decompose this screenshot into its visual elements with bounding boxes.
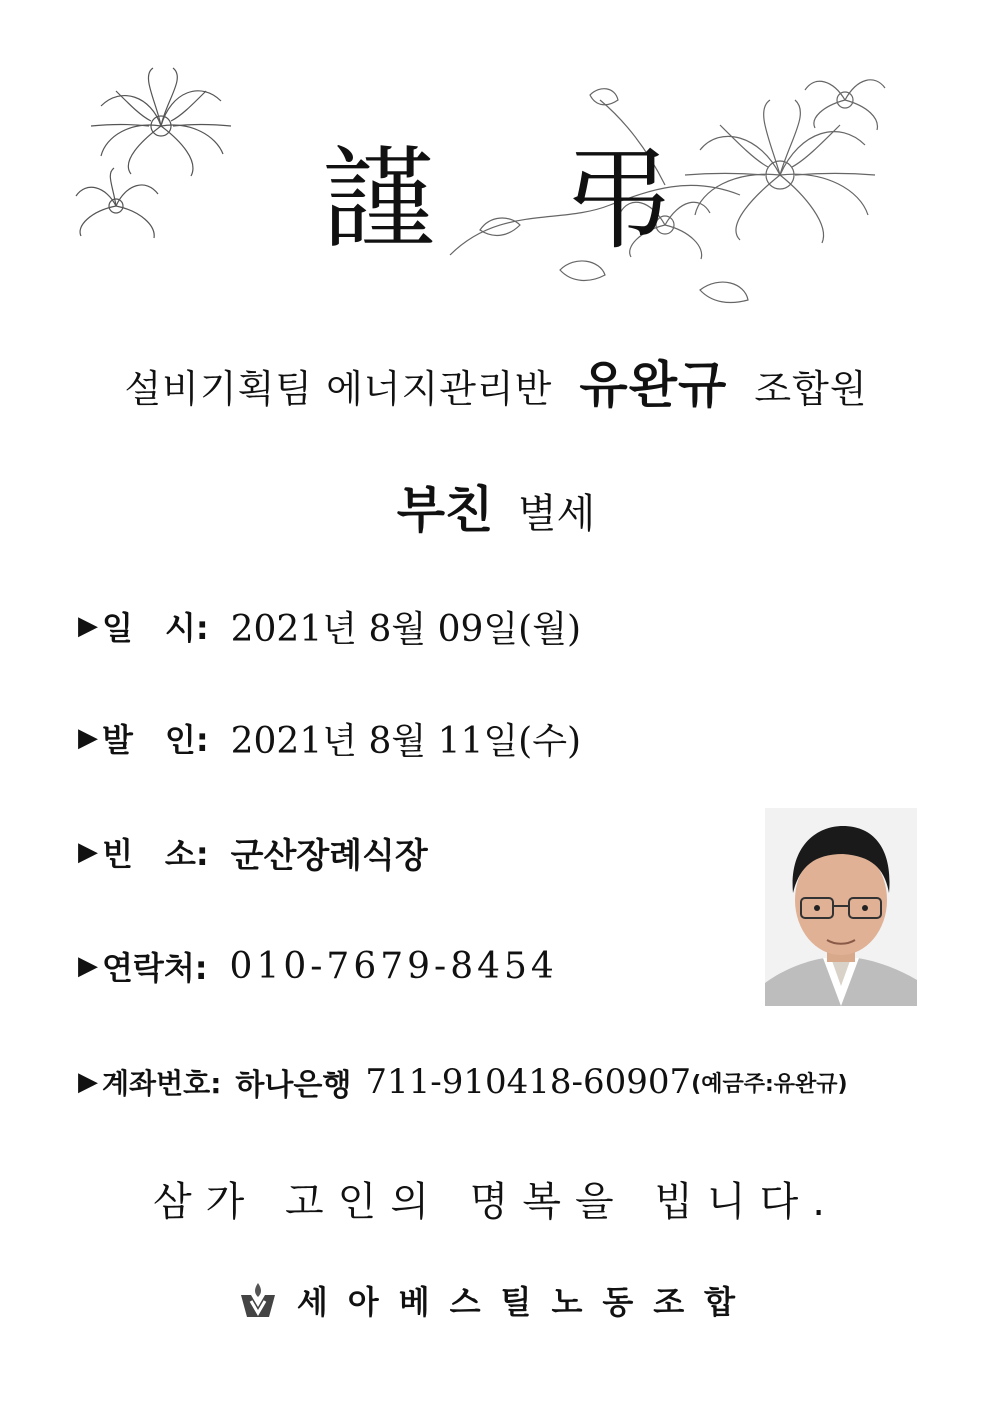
bullet-arrow-icon: ▶ <box>78 611 98 641</box>
closing-message: 삼가 고인의 명복을 빕니다. <box>153 1179 839 1225</box>
bullet-arrow-icon: ▶ <box>78 951 98 981</box>
detail-row-contact <box>78 936 558 996</box>
portrait-photo <box>765 808 917 1006</box>
member-title: 조합원 <box>754 367 868 411</box>
bullet-arrow-icon: ▶ <box>78 837 98 867</box>
funeral-label: 발 인: <box>102 721 209 759</box>
organization-signature <box>0 1270 992 1330</box>
date-value: 2021년 8월 09일(월) <box>230 608 582 650</box>
detail-row-account <box>78 1052 848 1112</box>
announcement-line <box>0 345 992 417</box>
event-line <box>0 470 992 542</box>
account-label: 계좌번호: <box>102 1067 222 1100</box>
member-name: 유완규 <box>579 356 728 414</box>
union-logo-icon <box>237 1279 279 1321</box>
department-text: 설비기획팀 에너지관리반 <box>124 367 553 411</box>
account-number: 711-910418-60907 <box>365 1062 692 1102</box>
detail-row-date <box>78 596 581 656</box>
contact-label: 연락처: <box>102 949 208 987</box>
date-label: 일 시: <box>102 609 209 647</box>
contact-value: 010-7679-8454 <box>229 945 558 987</box>
funeral-value: 2021년 8월 11일(수) <box>230 720 582 762</box>
relation-text: 부친 <box>396 481 494 539</box>
detail-row-funeral <box>78 708 581 768</box>
title-char-condolence: 謹 <box>322 135 434 265</box>
portrait-illustration <box>765 808 917 1006</box>
event-status-text: 별세 <box>518 491 596 537</box>
account-holder: (예금주:유완규) <box>691 1071 848 1097</box>
title-char-mourning: 弔 <box>562 135 674 265</box>
bullet-arrow-icon: ▶ <box>78 723 98 753</box>
venue-label: 빈 소: <box>102 835 209 873</box>
account-bank: 하나은행 <box>235 1068 352 1103</box>
organization-name: 세아베스틸노동조합 <box>296 1283 756 1321</box>
venue-value: 군산장례식장 <box>230 835 428 876</box>
detail-row-venue <box>78 822 428 882</box>
bullet-arrow-icon: ▶ <box>78 1067 98 1097</box>
title-heading <box>0 125 992 275</box>
